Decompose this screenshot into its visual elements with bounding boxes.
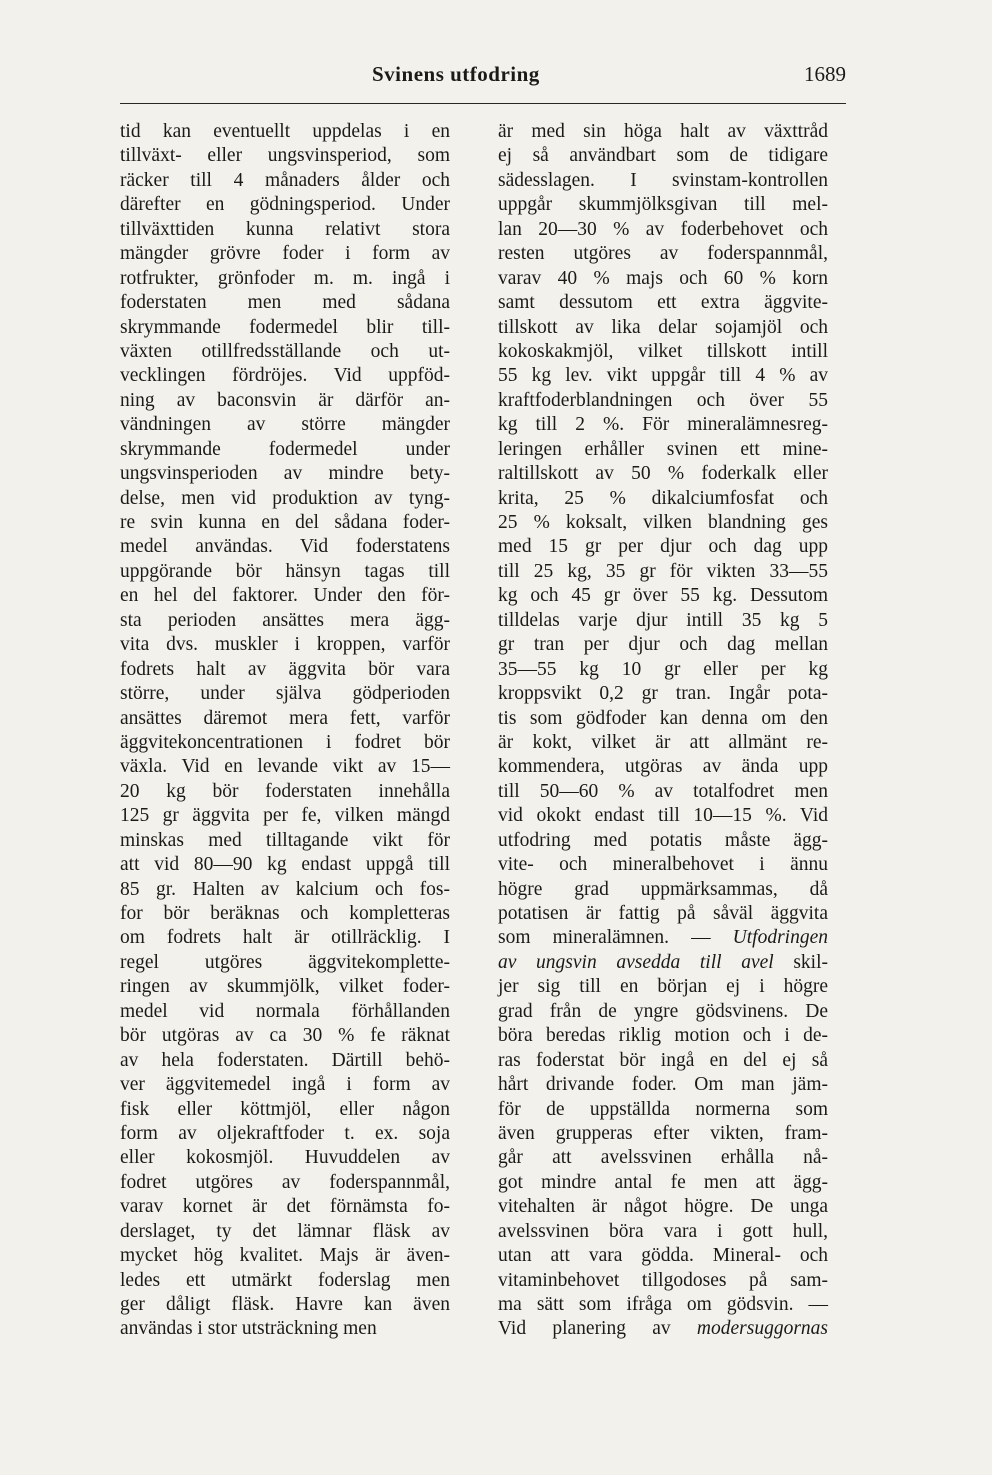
text-line-content: sta perioden ansättes mera ägg- xyxy=(120,609,450,631)
text-line xyxy=(498,291,828,315)
text-line-content: fodrets halt av äggvita bör vara xyxy=(120,658,450,680)
text-line-content: ger dåligt fläsk. Havre kan även xyxy=(120,1294,450,1315)
text-line-content: en hel del faktorer. Under den för- xyxy=(120,585,450,607)
text-line xyxy=(120,1220,450,1244)
text-line xyxy=(498,462,828,486)
text-line-content: större, under själva gödperioden xyxy=(120,683,450,705)
text-line xyxy=(498,853,828,877)
text-line-content: medel användas. Vid foderstatens xyxy=(120,536,450,558)
text-line xyxy=(498,535,828,559)
text-line-content: minskas med tilltagande vikt för xyxy=(120,829,450,851)
text-line-content: delse, men vid produktion av tyng- xyxy=(120,487,450,509)
text-line xyxy=(498,731,828,755)
text-line-tail: skil- xyxy=(773,951,828,973)
text-line xyxy=(120,291,450,315)
text-line-content: 85 gr. Halten av kalcium och fos- xyxy=(120,878,450,900)
text-line-content: form av oljekraftfoder t. ex. soja xyxy=(120,1122,450,1144)
text-line xyxy=(498,560,828,584)
text-line xyxy=(498,1073,828,1097)
text-line-content: ledes ett utmärkt foderslag men xyxy=(120,1269,450,1291)
text-line xyxy=(120,584,450,608)
text-line xyxy=(498,1049,828,1073)
text-line-content: medel vid normala förhållanden xyxy=(120,1000,450,1022)
text-line-content: lan 20—30 % av foderbehovet och xyxy=(498,218,828,240)
text-line-content: ma sätt som ifråga om gödsvin. — xyxy=(498,1294,828,1315)
text-line-content: räcker till 4 månaders ålder och xyxy=(120,169,450,191)
text-line xyxy=(120,242,450,266)
text-line xyxy=(120,682,450,706)
left-text-column xyxy=(120,120,450,1342)
text-line xyxy=(498,120,828,144)
text-line-content: äggvitekoncentrationen i fodret bör xyxy=(120,731,450,753)
right-text-column xyxy=(498,120,828,1342)
text-line xyxy=(498,218,828,242)
text-line xyxy=(498,804,828,828)
text-line xyxy=(120,218,450,242)
text-line xyxy=(120,1171,450,1195)
text-line-content: hårt drivande foder. Om man jäm- xyxy=(498,1074,828,1096)
text-line-content: kommendera, utgöras av ända upp xyxy=(498,756,828,778)
text-line xyxy=(120,780,450,804)
text-line-content: ras foderstat bör ingå en del ej så xyxy=(498,1049,828,1071)
text-line-content: att vid 80—90 kg endast uppgå till xyxy=(120,854,450,876)
text-line-content: växten otillfredsställande och ut- xyxy=(120,340,450,362)
text-line-content: till 25 kg, 35 gr för vikten 33—55 xyxy=(498,560,828,582)
text-line-content: 55 kg lev. vikt uppgår till 4 % av xyxy=(498,365,828,387)
text-line xyxy=(498,1146,828,1170)
text-line-content: krita, 25 % dikalciumfosfat och xyxy=(498,487,828,509)
text-line xyxy=(498,267,828,291)
text-line-content: användas i stor utsträckning men xyxy=(120,1318,377,1340)
text-line xyxy=(498,1317,828,1341)
text-line-content: skrymmande fodermedel blir till- xyxy=(120,316,450,338)
text-line-content: är med sin höga halt av växttråd xyxy=(498,121,828,142)
text-line xyxy=(120,267,450,291)
text-line xyxy=(120,438,450,462)
text-line-content: varav 40 % majs och 60 % korn xyxy=(498,267,828,289)
text-line-content: got mindre antal fe men att ägg- xyxy=(498,1171,828,1193)
text-line-content: ungsvinsperioden av mindre bety- xyxy=(120,463,450,485)
text-line xyxy=(498,1293,828,1317)
text-line xyxy=(120,120,450,144)
text-line-content: med 15 gr per djur och dag upp xyxy=(498,536,828,558)
text-line xyxy=(120,340,450,364)
text-line xyxy=(120,1000,450,1024)
text-line-content: högre grad uppmärksammas, då xyxy=(498,878,828,900)
text-line xyxy=(498,193,828,217)
text-line-content: för de uppställda normerna som xyxy=(498,1098,828,1120)
text-line-content: rotfrukter, grönfoder m. m. ingå i xyxy=(120,267,450,289)
text-line xyxy=(120,1244,450,1268)
text-line xyxy=(120,1317,450,1341)
text-line-content: ver äggvitemedel ingå i form av xyxy=(120,1074,450,1096)
text-line xyxy=(498,340,828,364)
text-line xyxy=(498,1098,828,1122)
text-line-content: utan att vara gödda. Mineral- och xyxy=(498,1245,828,1267)
text-line xyxy=(120,926,450,950)
text-line-content: 25 % koksalt, vilken blandning ges xyxy=(498,512,828,533)
text-line xyxy=(498,1000,828,1024)
text-line xyxy=(498,487,828,511)
text-line-content: sädesslagen. I svinstam-kontrollen xyxy=(498,169,828,191)
text-line xyxy=(120,755,450,779)
text-line-content: kraftfoderblandningen och över 55 xyxy=(498,389,828,411)
text-line xyxy=(120,535,450,559)
text-line-content: tis som gödfoder kan denna om den xyxy=(498,707,828,729)
text-line xyxy=(498,755,828,779)
text-line-content: går att avelssvinen erhålla nå- xyxy=(498,1147,828,1169)
text-line xyxy=(120,193,450,217)
text-line-content: kokoskakmjöl, vilket tillskott intill xyxy=(498,340,828,362)
text-line xyxy=(120,1269,450,1293)
text-line-content: uppgörande bör hänsyn tagas till xyxy=(120,560,450,582)
text-line xyxy=(120,731,450,755)
text-line-content: uppgår skummjölksgivan till mel- xyxy=(498,194,828,216)
text-line xyxy=(498,1171,828,1195)
text-line-content: 35—55 kg 10 gr eller per kg xyxy=(498,658,828,680)
text-line xyxy=(498,413,828,437)
text-line xyxy=(120,169,450,193)
text-line xyxy=(120,364,450,388)
text-line xyxy=(498,707,828,731)
text-line-content: leringen erhåller svinen ett mine- xyxy=(498,438,828,460)
text-line-content: växla. Vid en levande vikt av 15— xyxy=(120,756,450,778)
text-line-content: ning av baconsvin är därför an- xyxy=(120,389,450,411)
text-line xyxy=(120,316,450,340)
text-line xyxy=(498,1024,828,1048)
text-line xyxy=(498,926,828,950)
text-line xyxy=(498,316,828,340)
text-line xyxy=(498,829,828,853)
text-line-content: vitehalten är något högre. De unga xyxy=(498,1196,828,1218)
text-line-content: även grupperas efter vikten, fram- xyxy=(498,1122,828,1144)
text-line-content: mängder grövre foder i form av xyxy=(120,243,450,265)
text-line xyxy=(498,169,828,193)
text-line xyxy=(498,975,828,999)
page-header xyxy=(120,62,846,96)
text-line-content: vita dvs. muskler i kroppen, varför xyxy=(120,634,450,656)
text-line-content: vändningen av större mängder xyxy=(120,414,450,436)
text-line-content: foderstaten men med sådana xyxy=(120,292,450,314)
text-line-content: avelssvinen böra vara i gott hull, xyxy=(498,1220,828,1242)
text-line xyxy=(120,1122,450,1146)
text-line-content: re svin kunna en del sådana foder- xyxy=(120,512,450,533)
text-line-content: kg till 2 %. För mineralämnesreg- xyxy=(498,414,828,436)
text-line-content: 125 gr äggvita per fe, vilken mängd xyxy=(120,805,450,827)
text-line-content: ringen av skummjölk, vilket foder- xyxy=(120,976,450,998)
text-line-content: vitaminbehovet tillgodoses på sam- xyxy=(498,1269,828,1291)
text-line-content: eller kokosmjöl. Huvuddelen av xyxy=(120,1147,450,1169)
text-line-content: tillskott av lika delar sojamjöl och xyxy=(498,316,828,338)
text-line xyxy=(498,389,828,413)
text-line-content: av ungsvin avsedda till avel xyxy=(498,951,774,973)
text-line xyxy=(120,560,450,584)
text-line-content: regel utgöres äggvitekomplette- xyxy=(120,951,450,973)
text-line xyxy=(120,1073,450,1097)
text-line-content: gr tran per djur och dag mellan xyxy=(498,634,828,656)
text-line-content: bör utgöras av ca 30 % fe räknat xyxy=(120,1025,450,1047)
text-line xyxy=(498,633,828,657)
text-line xyxy=(120,853,450,877)
text-line-content: tillväxttiden kunna relativt stora xyxy=(120,218,450,240)
text-line xyxy=(498,902,828,926)
italic-run-in: Utfodringen xyxy=(732,927,828,949)
text-line xyxy=(498,511,828,535)
text-line xyxy=(498,609,828,633)
text-line xyxy=(120,389,450,413)
text-line xyxy=(498,242,828,266)
text-line xyxy=(498,682,828,706)
text-line xyxy=(498,1220,828,1244)
text-line-content: raltillskott av 50 % foderkalk eller xyxy=(498,463,828,485)
text-line-content: ansättes däremot mera fett, varför xyxy=(120,707,450,729)
text-line xyxy=(120,1293,450,1317)
text-line xyxy=(120,878,450,902)
text-line xyxy=(120,511,450,535)
text-line-content: om fodrets halt är otillräcklig. I xyxy=(120,927,450,949)
text-line-content: utfodring med potatis måste ägg- xyxy=(498,829,828,851)
text-line-content: vecklingen fördröjes. Vid uppföd- xyxy=(120,365,450,387)
text-line xyxy=(120,487,450,511)
text-line-content: därefter en gödningsperiod. Under xyxy=(120,194,450,216)
text-line-content: skrymmande fodermedel under xyxy=(120,438,450,460)
text-line-content: resten utgöres av foderspannmål, xyxy=(498,243,828,265)
text-line-content: som mineralämnen. — xyxy=(498,927,733,949)
text-line xyxy=(498,1244,828,1268)
text-line xyxy=(120,951,450,975)
text-line xyxy=(498,658,828,682)
text-line xyxy=(498,144,828,168)
text-line xyxy=(498,364,828,388)
text-line xyxy=(120,829,450,853)
text-line-content: tillväxt- eller ungsvinsperiod, som xyxy=(120,145,450,167)
page-number: 1689 xyxy=(804,62,846,86)
text-line-content: Vid planering av xyxy=(498,1318,697,1340)
text-line-content: derslaget, ty det lämnar fläsk av xyxy=(120,1220,450,1242)
text-line-content: potatisen är fattig på såväl äggvita xyxy=(498,903,828,924)
text-line-content: mycket hög kvalitet. Majs är även- xyxy=(120,1245,450,1267)
text-line xyxy=(120,144,450,168)
text-line xyxy=(120,1146,450,1170)
text-line-content: grad från de yngre gödsvinens. De xyxy=(498,1000,828,1022)
text-line-content: vite- och mineralbehovet i ännu xyxy=(498,854,828,876)
text-line-content: vid okokt endast till 10—15 %. Vid xyxy=(498,805,828,827)
running-title: Svinens utfodring xyxy=(372,62,540,86)
text-line xyxy=(120,1049,450,1073)
text-line xyxy=(120,658,450,682)
text-line-content: fodret utgöres av foderspannmål, xyxy=(120,1171,450,1193)
text-line-content: tilldelas varje djur intill 35 kg 5 xyxy=(498,609,828,631)
text-line xyxy=(498,584,828,608)
text-line-content: ej så användbart som de tidigare xyxy=(498,145,828,167)
text-line xyxy=(120,707,450,731)
text-line-content: kroppsvikt 0,2 gr tran. Ingår pota- xyxy=(498,683,828,705)
text-line xyxy=(120,902,450,926)
header-rule xyxy=(120,103,846,104)
text-line xyxy=(120,1098,450,1122)
text-line-content: for bör beräknas och kompletteras xyxy=(120,903,450,924)
text-line xyxy=(120,413,450,437)
text-line-content: fisk eller köttmjöl, eller någon xyxy=(120,1098,450,1120)
text-line-content: till 50—60 % av totalfodret men xyxy=(498,780,828,802)
text-line xyxy=(120,633,450,657)
text-line xyxy=(498,1269,828,1293)
text-line xyxy=(498,1195,828,1219)
text-line xyxy=(120,1024,450,1048)
text-line xyxy=(498,780,828,804)
text-line-content: av hela foderstaten. Därtill behö- xyxy=(120,1049,450,1071)
text-line xyxy=(120,1195,450,1219)
text-line-content: tid kan eventuellt uppdelas i en xyxy=(120,121,450,142)
text-line xyxy=(498,1122,828,1146)
text-line-content: är kokt, vilket är att allmänt re- xyxy=(498,731,828,753)
text-line-content: böra beredas riklig motion och i de- xyxy=(498,1025,828,1047)
text-line-content: varav kornet är det förnämsta fo- xyxy=(120,1196,450,1218)
text-line-content: samt dessutom ett extra äggvite- xyxy=(498,292,828,314)
text-line xyxy=(498,438,828,462)
text-line xyxy=(120,462,450,486)
italic-run-in: modersuggornas xyxy=(696,1318,828,1340)
text-line xyxy=(120,975,450,999)
text-line-content: kg och 45 gr över 55 kg. Dessutom xyxy=(498,585,828,607)
text-line xyxy=(498,878,828,902)
text-line xyxy=(120,804,450,828)
text-line-content: jer sig till en början ej i högre xyxy=(498,976,828,998)
text-line-content: 20 kg bör foderstaten innehålla xyxy=(120,780,450,802)
text-line xyxy=(498,951,828,975)
text-line xyxy=(120,609,450,633)
